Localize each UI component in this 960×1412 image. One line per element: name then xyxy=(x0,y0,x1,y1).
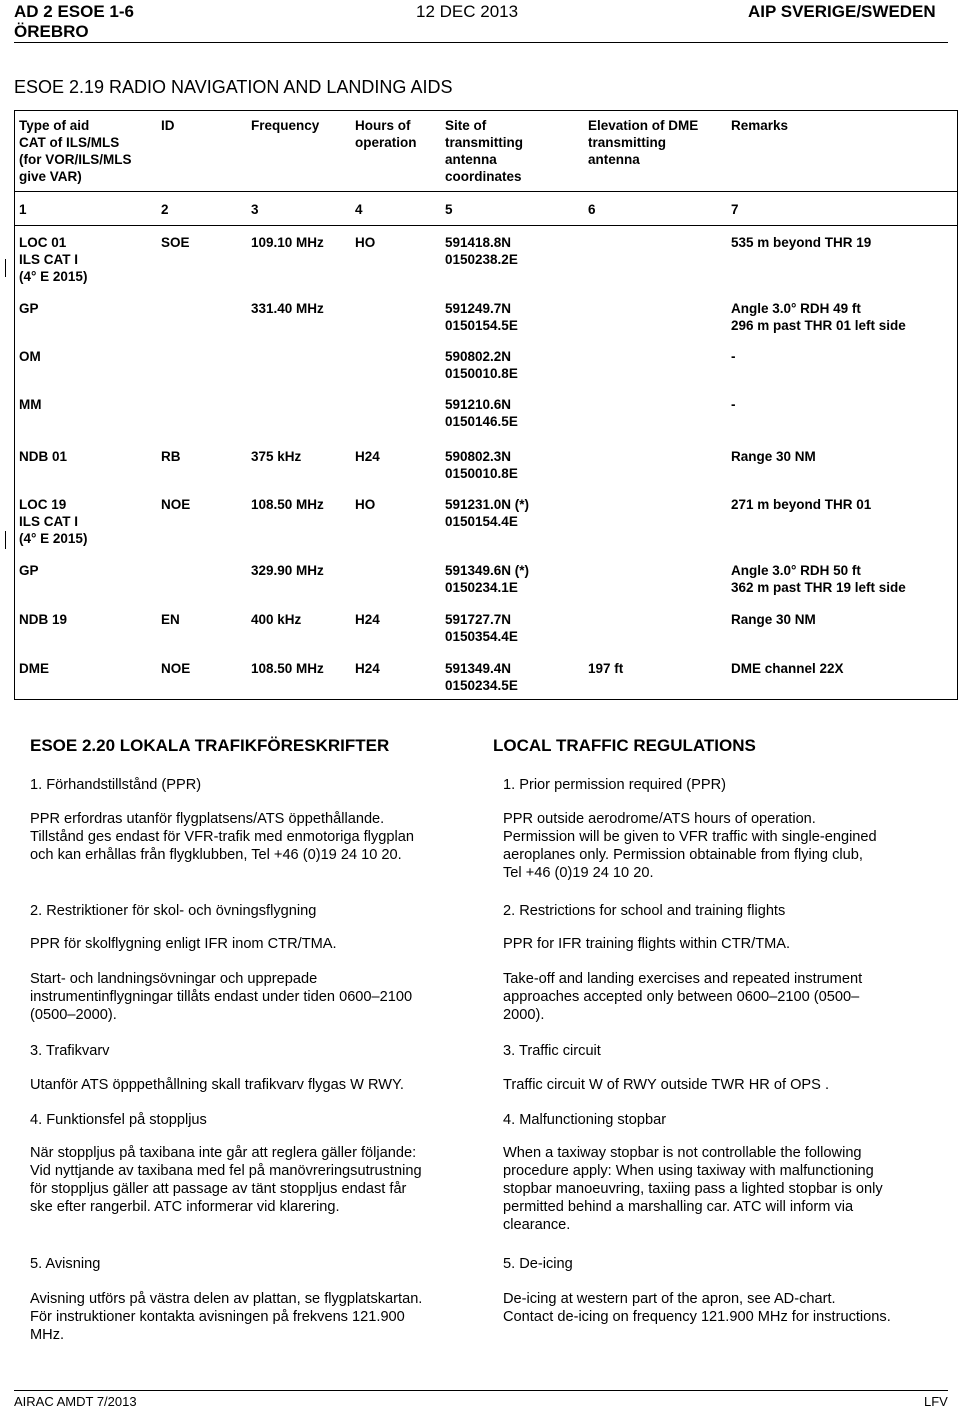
row-remarks: 271 m beyond THR 01 xyxy=(731,497,872,512)
row-site: 590802.3N 0150010.8E xyxy=(445,449,518,481)
col-header-frequency: Frequency xyxy=(251,118,320,133)
row-hours: HO xyxy=(355,235,376,250)
row-frequency: 331.40 MHz xyxy=(251,301,324,316)
row-type: LOC 01 ILS CAT I (4° E 2015) xyxy=(19,235,88,284)
row-type: GP xyxy=(19,563,39,578)
row-id: SOE xyxy=(161,235,190,250)
row-hours: H24 xyxy=(355,449,380,464)
reg-heading-en: 5. De-icing xyxy=(503,1256,573,1272)
row-site: 591418.8N 0150238.2E xyxy=(445,235,518,267)
row-remarks: DME channel 22X xyxy=(731,661,844,676)
col-header-hours: Hours of operation xyxy=(355,118,417,150)
reg-text-sv: Utanför ATS öpppethållning skall trafikvarv flygas W RWY. xyxy=(30,1077,404,1093)
row-type: NDB 01 xyxy=(19,449,68,464)
reg-text-en: Take-off and landing exercises and repeated instrument approaches accepted only between 0600–2100 (0500– 2000). xyxy=(503,971,863,1023)
footer-publisher: LFV xyxy=(924,1394,948,1409)
row-type: GP xyxy=(19,301,39,316)
reg-text-en: Traffic circuit W of RWY outside TWR HR of OPS . xyxy=(503,1077,830,1093)
row-id: EN xyxy=(161,612,180,627)
header-divider xyxy=(15,191,957,192)
publication-date: 12 DEC 2013 xyxy=(416,2,519,21)
col-header-remarks: Remarks xyxy=(731,118,789,133)
reg-heading-en: 3. Traffic circuit xyxy=(503,1043,601,1059)
regs-title-sv: ESOE 2.20 LOKALA TRAFIKFÖRESKRIFTER xyxy=(30,736,390,755)
col-number: 5 xyxy=(445,202,453,217)
reg-heading-en: 2. Restrictions for school and training flights xyxy=(503,903,786,919)
row-frequency: 375 kHz xyxy=(251,449,302,464)
row-remarks: - xyxy=(731,397,736,412)
reg-text-sv: När stoppljus på taxibana inte går att reglera gäller följande: Vid nyttjande av taxibana med fel på manövreringsutrustning för stoppljus gäller att passage av tänt stoppljus endast får ske efter rangerbil. ATC informerar vid klarering. xyxy=(30,1145,422,1215)
col-number: 7 xyxy=(731,202,739,217)
row-elevation: 197 ft xyxy=(588,661,624,676)
col-header-id: ID xyxy=(161,118,175,133)
col-number: 4 xyxy=(355,202,363,217)
row-frequency: 109.10 MHz xyxy=(251,235,324,250)
col-header-elevation: Elevation of DME transmitting antenna xyxy=(588,118,699,167)
row-type: OM xyxy=(19,349,41,364)
row-site: 591249.7N 0150154.5E xyxy=(445,301,518,333)
row-frequency: 329.90 MHz xyxy=(251,563,324,578)
row-remarks: 535 m beyond THR 19 xyxy=(731,235,872,250)
row-site: 591210.6N 0150146.5E xyxy=(445,397,518,429)
row-remarks: - xyxy=(731,349,736,364)
row-id: NOE xyxy=(161,497,191,512)
reg-text-sv: Avisning utförs på västra delen av plattan, se flygplatskartan. För instruktioner kontakta avisningen på frekvens 121.900 MHz. xyxy=(30,1291,423,1343)
col-number: 2 xyxy=(161,202,169,217)
row-remarks: Angle 3.0° RDH 49 ft 296 m past THR 01 left side xyxy=(731,301,906,333)
row-type: LOC 19 ILS CAT I (4° E 2015) xyxy=(19,497,88,546)
reg-text-sv: PPR för skolflygning enligt IFR inom CTR/TMA. xyxy=(30,936,337,952)
row-frequency: 108.50 MHz xyxy=(251,661,324,676)
reg-text-sv: PPR erfordras utanför flygplatsens/ATS öppethållande. Tillstånd ges endast för VFR-trafik med enmotoriga flygplan och kan erhållas från flygklubben, Tel +46 (0)19 24 10 20. xyxy=(30,811,414,863)
row-hours: HO xyxy=(355,497,376,512)
publication-title: AIP SVERIGE/SWEDEN xyxy=(748,2,936,21)
col-header-type: Type of aid CAT of ILS/MLS (for VOR/ILS/MLS give VAR) xyxy=(19,118,132,184)
reg-heading-sv: 5. Avisning xyxy=(30,1256,101,1272)
row-id: RB xyxy=(161,449,181,464)
navaids-table xyxy=(14,110,958,700)
row-frequency: 108.50 MHz xyxy=(251,497,324,512)
col-number-divider xyxy=(15,225,957,226)
row-site: 591349.4N 0150234.5E xyxy=(445,661,518,693)
regs-title-en: LOCAL TRAFFIC REGULATIONS xyxy=(493,736,756,755)
row-remarks: Range 30 NM xyxy=(731,449,816,464)
row-id: NOE xyxy=(161,661,191,676)
row-type: NDB 19 xyxy=(19,612,68,627)
reg-text-en: De-icing at western part of the apron, see AD-chart. Contact de-icing on frequency 121.900 MHz for instructions. xyxy=(503,1291,891,1325)
col-header-site: Site of transmitting antenna coordinates xyxy=(445,118,524,184)
change-bar xyxy=(5,531,6,549)
row-site: 591349.6N (*) 0150234.1E xyxy=(445,563,530,595)
header-rule xyxy=(14,42,948,43)
col-number: 3 xyxy=(251,202,259,217)
col-number: 6 xyxy=(588,202,596,217)
row-site: 590802.2N 0150010.8E xyxy=(445,349,518,381)
reg-text-sv: Start- och landningsövningar och upprepade instrumentinflygningar tillåts endast under tiden 0600–2100 (0500–2000). xyxy=(30,971,413,1023)
col-number: 1 xyxy=(19,202,27,217)
reg-text-en: PPR outside aerodrome/ATS hours of operation. Permission will be given to VFR traffic with single-engined aeroplanes only. Permission obtainable from flying club, Tel +46 (0)19 24 10 20. xyxy=(503,811,877,881)
row-hours: H24 xyxy=(355,612,380,627)
doc-id: AD 2 ESOE 1-6 xyxy=(14,2,134,21)
row-remarks: Range 30 NM xyxy=(731,612,816,627)
section-title: ESOE 2.19 RADIO NAVIGATION AND LANDING AIDS xyxy=(14,77,453,97)
reg-heading-sv: 3. Trafikvarv xyxy=(30,1043,110,1059)
footer-amendment: AIRAC AMDT 7/2013 xyxy=(14,1394,137,1409)
reg-heading-en: 4. Malfunctioning stopbar xyxy=(503,1112,667,1128)
aerodrome-name: ÖREBRO xyxy=(14,22,89,41)
row-hours: H24 xyxy=(355,661,380,676)
reg-text-en: When a taxiway stopbar is not controllable the following procedure apply: When using taxiway with malfunctioning stopbar manoeuvring, taxiing pass a lighted stopbar is only permitted behind a marshalling car. ATC will inform via clearance. xyxy=(503,1145,883,1233)
row-site: 591727.7N 0150354.4E xyxy=(445,612,518,644)
reg-heading-sv: 1. Förhandstillstånd (PPR) xyxy=(30,777,202,793)
footer-rule xyxy=(14,1390,948,1391)
reg-heading-en: 1. Prior permission required (PPR) xyxy=(503,777,727,793)
row-frequency: 400 kHz xyxy=(251,612,302,627)
row-type: MM xyxy=(19,397,42,412)
reg-heading-sv: 2. Restriktioner för skol- och övningsflygning xyxy=(30,903,317,919)
change-bar xyxy=(5,259,6,277)
row-type: DME xyxy=(19,661,49,676)
reg-text-en: PPR for IFR training flights within CTR/TMA. xyxy=(503,936,791,952)
row-site: 591231.0N (*) 0150154.4E xyxy=(445,497,530,529)
reg-heading-sv: 4. Funktionsfel på stoppljus xyxy=(30,1112,207,1128)
row-remarks: Angle 3.0° RDH 50 ft 362 m past THR 19 left side xyxy=(731,563,906,595)
